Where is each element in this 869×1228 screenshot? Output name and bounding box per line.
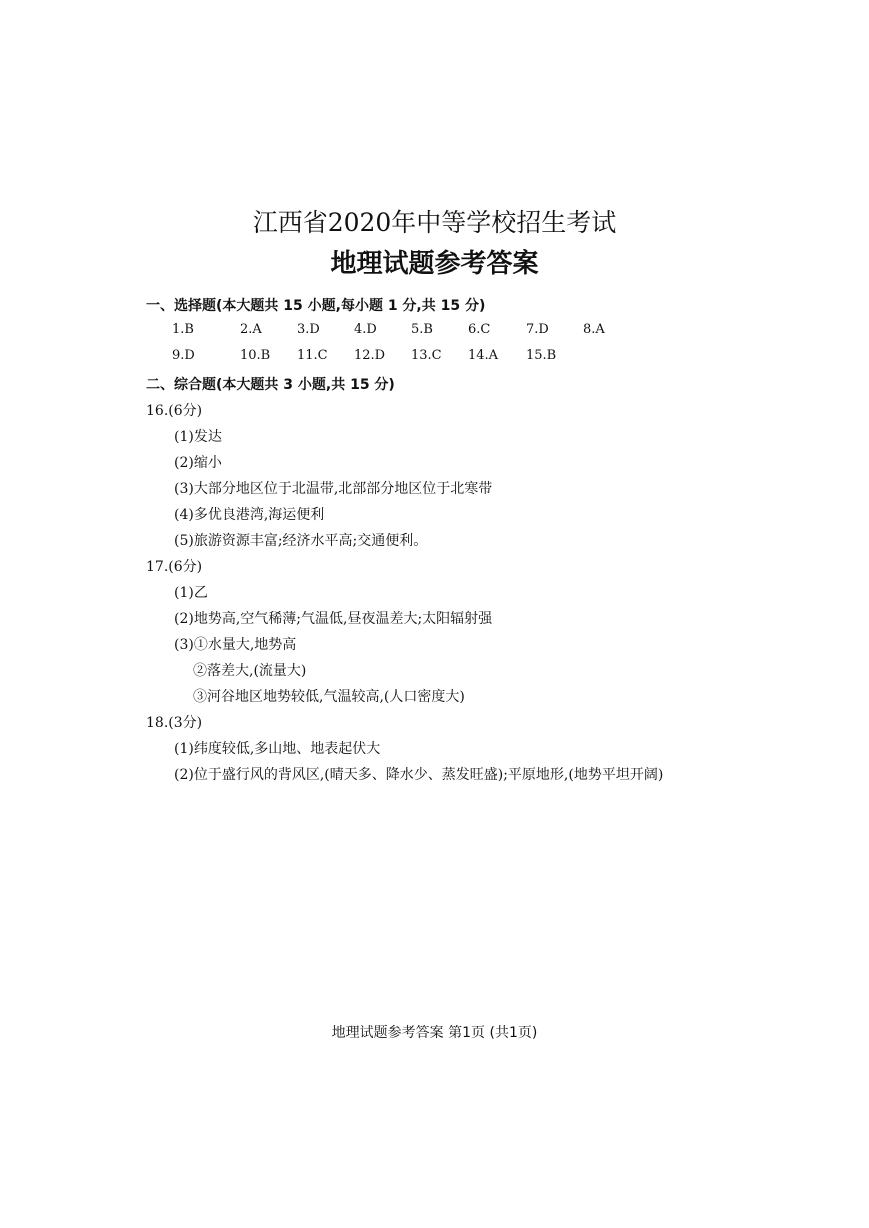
choice-answer: 7.D — [526, 322, 549, 337]
question-18-label: 18.(3分) — [146, 715, 203, 731]
choice-answer: 3.D — [297, 322, 320, 337]
choice-answer: 9.D — [172, 348, 195, 363]
choice-answer: 15.B — [526, 348, 557, 363]
choice-answer: 13.C — [411, 348, 442, 363]
answer-line: (2)位于盛行风的背风区,(晴天多、降水少、蒸发旺盛);平原地形,(地势平坦开阔) — [174, 767, 664, 783]
answer-line: (1)纬度较低,多山地、地表起伏大 — [174, 741, 381, 757]
answer-line: (1)发达 — [174, 429, 222, 445]
choice-answer: 4.D — [354, 322, 377, 337]
choice-answer: 2.A — [240, 322, 262, 337]
choice-answer: 12.D — [354, 348, 386, 363]
answer-line: (4)多优良港湾,海运便利 — [174, 507, 325, 523]
page-title: 江西省2020年中等学校招生考试 — [252, 208, 617, 237]
choice-answer: 5.B — [411, 322, 433, 337]
answer-line: (2)地势高,空气稀薄;气温低,昼夜温差大;太阳辐射强 — [174, 611, 493, 627]
choice-answer: 14.A — [468, 348, 499, 363]
choice-answer: 11.C — [297, 348, 328, 363]
answer-line: ②落差大,(流量大) — [193, 663, 307, 679]
section-choice-heading: 一、选择题(本大题共 15 小题,每小题 1 分,共 15 分) — [146, 298, 486, 314]
choice-answer: 10.B — [240, 348, 271, 363]
answer-line: (1)乙 — [174, 585, 208, 601]
choice-answer: 8.A — [583, 322, 605, 337]
answer-line: ③河谷地区地势较低,气温较高,(人口密度大) — [193, 689, 465, 705]
answer-line: (3)①水量大,地势高 — [174, 637, 297, 653]
page-subtitle: 地理试题参考答案 — [330, 249, 539, 279]
section-comprehensive-heading: 二、综合题(本大题共 3 小题,共 15 分) — [146, 377, 395, 393]
answer-line: (2)缩小 — [174, 455, 222, 471]
choice-answer: 6.C — [468, 322, 491, 337]
choice-answer: 1.B — [172, 322, 194, 337]
answer-line: (3)大部分地区位于北温带,北部部分地区位于北寒带 — [174, 481, 493, 497]
question-16-label: 16.(6分) — [146, 403, 203, 419]
answer-line: (5)旅游资源丰富;经济水平高;交通便利。 — [174, 533, 428, 549]
page-footer: 地理试题参考答案 第1页 (共1页) — [331, 1025, 538, 1041]
question-17-label: 17.(6分) — [146, 559, 203, 575]
